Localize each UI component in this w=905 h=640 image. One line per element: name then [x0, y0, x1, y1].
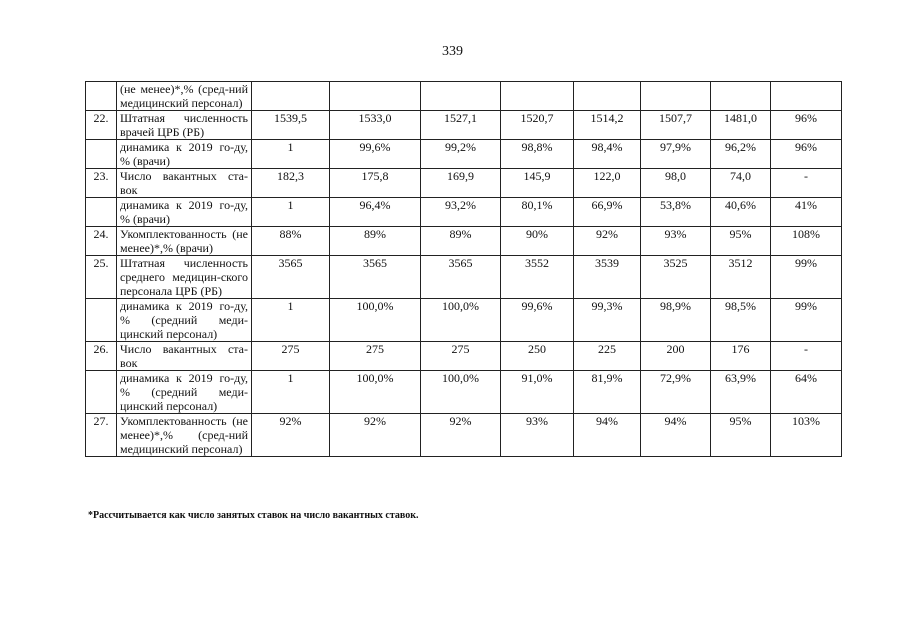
- value-cell: 89%: [330, 227, 421, 256]
- value-cell: 1539,5: [252, 111, 330, 140]
- value-cell: 96,4%: [330, 198, 421, 227]
- value-cell: 3565: [421, 256, 501, 299]
- value-cell: [252, 82, 330, 111]
- value-cell: [574, 82, 641, 111]
- value-cell: 3565: [330, 256, 421, 299]
- value-cell: 3539: [574, 256, 641, 299]
- footnote: *Рассчитывается как число занятых ставок на число вакантных ставок.: [88, 510, 419, 521]
- value-cell: 200: [641, 342, 711, 371]
- row-description: динамика к 2019 го-ду, % (средний меди-цинский персонал): [117, 299, 252, 342]
- row-description: Число вакантных ста-вок: [117, 342, 252, 371]
- table-row: [86, 414, 842, 457]
- value-cell: 98,8%: [501, 140, 574, 169]
- row-description: Число вакантных ста-вок: [117, 169, 252, 198]
- value-cell: 250: [501, 342, 574, 371]
- value-cell: 103%: [771, 414, 842, 457]
- table-row: [86, 198, 842, 227]
- value-cell: 3525: [641, 256, 711, 299]
- value-cell: 3512: [711, 256, 771, 299]
- value-cell: [711, 82, 771, 111]
- value-cell: 100,0%: [421, 371, 501, 414]
- page-number: 339: [442, 44, 463, 59]
- table-row: [86, 371, 842, 414]
- table-row: [86, 256, 842, 299]
- value-cell: 94%: [641, 414, 711, 457]
- value-cell: 80,1%: [501, 198, 574, 227]
- row-description: Штатная численность врачей ЦРБ (РБ): [117, 111, 252, 140]
- value-cell: 98,4%: [574, 140, 641, 169]
- value-cell: -: [771, 342, 842, 371]
- value-cell: 98,5%: [711, 299, 771, 342]
- value-cell: 99%: [771, 256, 842, 299]
- value-cell: 99,6%: [501, 299, 574, 342]
- value-cell: 1: [252, 140, 330, 169]
- value-cell: 1: [252, 198, 330, 227]
- row-number: 27.: [86, 414, 117, 457]
- value-cell: 74,0: [711, 169, 771, 198]
- value-cell: 92%: [421, 414, 501, 457]
- value-cell: 92%: [330, 414, 421, 457]
- value-cell: 99,3%: [574, 299, 641, 342]
- row-description: (не менее)*,% (сред-ний медицинский персонал): [117, 82, 252, 111]
- value-cell: 1481,0: [711, 111, 771, 140]
- value-cell: 100,0%: [330, 371, 421, 414]
- value-cell: 64%: [771, 371, 842, 414]
- value-cell: 93%: [641, 227, 711, 256]
- row-number: 24.: [86, 227, 117, 256]
- table-row: [86, 342, 842, 371]
- value-cell: 93,2%: [421, 198, 501, 227]
- value-cell: 175,8: [330, 169, 421, 198]
- value-cell: 275: [252, 342, 330, 371]
- value-cell: 99%: [771, 299, 842, 342]
- table-row: [86, 111, 842, 140]
- table-row: [86, 140, 842, 169]
- value-cell: 99,6%: [330, 140, 421, 169]
- value-cell: 275: [421, 342, 501, 371]
- table-row: [86, 169, 842, 198]
- value-cell: 225: [574, 342, 641, 371]
- value-cell: 176: [711, 342, 771, 371]
- value-cell: 169,9: [421, 169, 501, 198]
- row-number: [86, 140, 117, 169]
- row-description: динамика к 2019 го-ду, % (врачи): [117, 140, 252, 169]
- row-description: динамика к 2019 го-ду, % (средний меди-цинский персонал): [117, 371, 252, 414]
- value-cell: 1: [252, 371, 330, 414]
- data-table: [85, 81, 842, 457]
- value-cell: 93%: [501, 414, 574, 457]
- row-description: Укомплектованность (не менее)*,% (врачи): [117, 227, 252, 256]
- value-cell: 94%: [574, 414, 641, 457]
- value-cell: [641, 82, 711, 111]
- value-cell: 96,2%: [711, 140, 771, 169]
- row-number: 25.: [86, 256, 117, 299]
- row-number: [86, 299, 117, 342]
- value-cell: 1520,7: [501, 111, 574, 140]
- value-cell: [421, 82, 501, 111]
- value-cell: [501, 82, 574, 111]
- value-cell: 95%: [711, 227, 771, 256]
- value-cell: 1514,2: [574, 111, 641, 140]
- value-cell: 97,9%: [641, 140, 711, 169]
- value-cell: 63,9%: [711, 371, 771, 414]
- value-cell: [771, 82, 842, 111]
- value-cell: 53,8%: [641, 198, 711, 227]
- value-cell: 3565: [252, 256, 330, 299]
- row-description: Укомплектованность (не менее)*,% (сред-ний медицинский персонал): [117, 414, 252, 457]
- value-cell: 81,9%: [574, 371, 641, 414]
- row-number: 22.: [86, 111, 117, 140]
- value-cell: 92%: [252, 414, 330, 457]
- value-cell: 100,0%: [330, 299, 421, 342]
- value-cell: 89%: [421, 227, 501, 256]
- value-cell: 1533,0: [330, 111, 421, 140]
- value-cell: -: [771, 169, 842, 198]
- value-cell: 92%: [574, 227, 641, 256]
- table-row: [86, 299, 842, 342]
- value-cell: 98,9%: [641, 299, 711, 342]
- value-cell: 182,3: [252, 169, 330, 198]
- value-cell: 99,2%: [421, 140, 501, 169]
- row-number: [86, 371, 117, 414]
- value-cell: 96%: [771, 111, 842, 140]
- value-cell: 96%: [771, 140, 842, 169]
- value-cell: 100,0%: [421, 299, 501, 342]
- value-cell: 98,0: [641, 169, 711, 198]
- value-cell: 91,0%: [501, 371, 574, 414]
- value-cell: 40,6%: [711, 198, 771, 227]
- value-cell: 1527,1: [421, 111, 501, 140]
- value-cell: 1507,7: [641, 111, 711, 140]
- value-cell: 95%: [711, 414, 771, 457]
- value-cell: 3552: [501, 256, 574, 299]
- value-cell: 88%: [252, 227, 330, 256]
- value-cell: 41%: [771, 198, 842, 227]
- table-row: [86, 82, 842, 111]
- row-number: [86, 82, 117, 111]
- row-number: [86, 198, 117, 227]
- value-cell: [330, 82, 421, 111]
- row-description: динамика к 2019 го-ду, % (врачи): [117, 198, 252, 227]
- value-cell: 1: [252, 299, 330, 342]
- value-cell: 145,9: [501, 169, 574, 198]
- value-cell: 66,9%: [574, 198, 641, 227]
- value-cell: 122,0: [574, 169, 641, 198]
- value-cell: 275: [330, 342, 421, 371]
- row-description: Штатная численность среднего медицин-ского персонала ЦРБ (РБ): [117, 256, 252, 299]
- value-cell: 108%: [771, 227, 842, 256]
- value-cell: 72,9%: [641, 371, 711, 414]
- row-number: 23.: [86, 169, 117, 198]
- row-number: 26.: [86, 342, 117, 371]
- table-row: [86, 227, 842, 256]
- value-cell: 90%: [501, 227, 574, 256]
